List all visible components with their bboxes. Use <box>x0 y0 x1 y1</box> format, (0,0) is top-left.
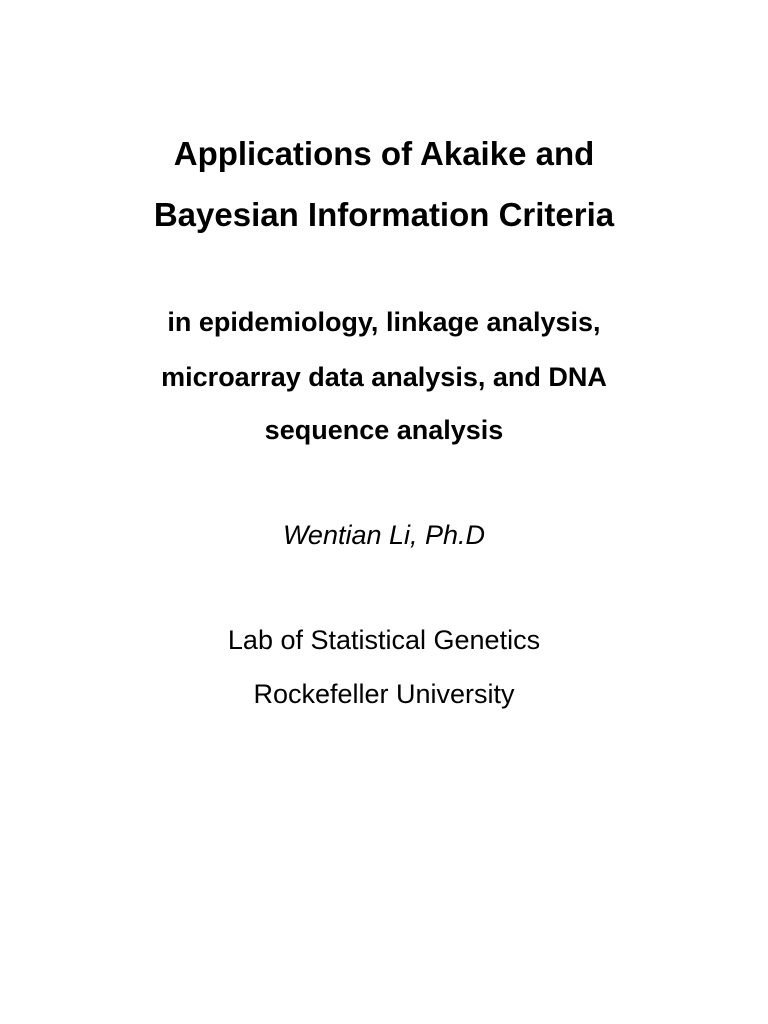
subtitle-line-3: sequence analysis <box>264 415 504 445</box>
title-line-2: Bayesian Information Criteria <box>153 196 615 233</box>
affiliation-university: Rockefeller University <box>253 679 515 709</box>
author-name: Wentian Li, Ph.D <box>282 520 486 550</box>
subtitle-line-2: microarray data analysis, and DNA <box>161 362 607 392</box>
subtitle-line-1: in epidemiology, linkage analysis, <box>167 307 601 337</box>
affiliation-lab: Lab of Statistical Genetics <box>227 625 541 655</box>
title-line-1: Applications of Akaike and <box>173 135 595 172</box>
